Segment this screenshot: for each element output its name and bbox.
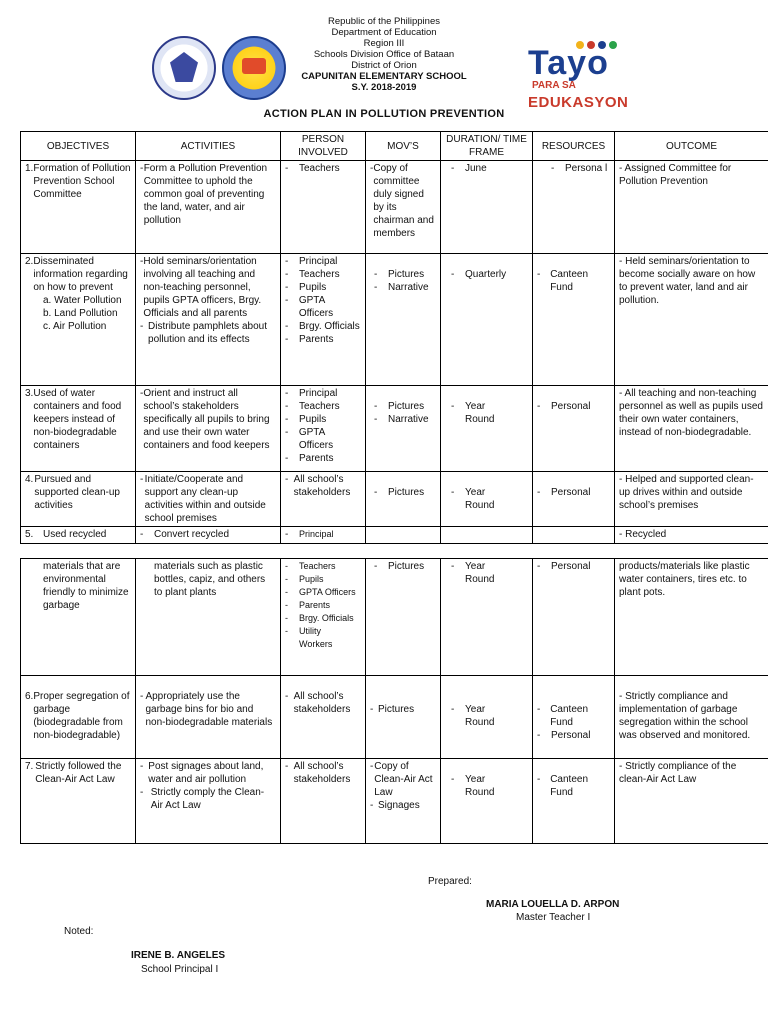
objective-cell	[21, 254, 136, 386]
preparer-title: Master Teacher I	[516, 912, 591, 923]
person-text: Pupils	[299, 282, 327, 293]
row-number: 7.	[25, 761, 34, 772]
activities-cell	[136, 559, 281, 676]
person-text: GPTA Officers	[298, 295, 334, 319]
objective-cell	[21, 161, 136, 254]
letterhead-line: Schools Division Office of Bataan	[313, 49, 455, 60]
row-number: 2.	[25, 256, 34, 267]
mov-text: Pictures	[388, 269, 425, 280]
person-text: GPTA Officers	[298, 427, 334, 451]
row-number: 1.	[25, 163, 34, 174]
person-text: All school’s stakeholders	[293, 761, 351, 785]
outcome-cell: products/materials like plastic water containers, tires etc. to plant pots.	[615, 559, 768, 676]
resources-cell: - Persona l	[533, 161, 615, 254]
table-row	[21, 559, 768, 676]
duration-text: Year Round	[465, 704, 495, 728]
objective-text: Proper segregation of garbage (biodegradable from non-biodegradable)	[33, 691, 130, 741]
movs-cell: - Pictures - Narrative	[366, 254, 441, 386]
outcome-cell: - Assigned Committee for Pollution Prevention	[615, 161, 768, 254]
duration-cell: - Year Round	[441, 472, 533, 527]
noted-label: Noted:	[64, 926, 94, 937]
person-text: Pupils	[299, 414, 327, 425]
duration-text: Year Round	[465, 401, 495, 425]
activity-text: Initiate/Cooperate and support any clean-up activities within and outside school premises	[144, 474, 266, 524]
row-number: 6.	[25, 691, 34, 702]
letterhead-line: District of Orion	[351, 60, 417, 71]
objective-cell	[21, 559, 136, 676]
duration-text: Year Round	[465, 561, 495, 585]
prepared-label: Prepared:	[428, 876, 472, 887]
resource-text: Personal	[551, 487, 591, 498]
principal-name: IRENE B. ANGELES	[131, 950, 226, 961]
sub-item: b. Land Pollution	[43, 308, 118, 319]
activities-cell: - Hold seminars/orientation involving all teaching and non-teaching personnel, pupils GPTA officers, Brgy. Officials and all parents - Distribute pamphlets about pollution and its effects	[136, 254, 281, 386]
duration-cell: - Quarterly	[441, 254, 533, 386]
school-name: CAPUNITAN ELEMENTARY SCHOOL	[301, 71, 467, 82]
table-header-row	[21, 132, 768, 161]
outcome-cell	[615, 676, 768, 759]
persons-cell: - Teachers	[281, 161, 366, 254]
column-header: MOV’S	[366, 132, 441, 161]
table-row	[21, 472, 768, 527]
duration-cell: - Year Round	[441, 676, 533, 759]
duration-cell: - Year Round	[441, 559, 533, 676]
persons-cell: - All school’s stakeholders	[281, 472, 366, 527]
person-text: Principal	[299, 529, 334, 539]
resource-text: Canteen Fund	[550, 269, 589, 293]
duration-text: June	[465, 163, 487, 174]
objective-text: Used of water containers and food keepers instead of non-biodegradable containers	[33, 388, 122, 451]
movs-cell: - Copy of Clean-Air Act Law - Signages	[366, 759, 441, 844]
persons-cell: - Principal	[281, 527, 366, 544]
preparer-name: MARIA LOUELLA D. ARPON	[486, 899, 620, 910]
mov-text: Narrative	[388, 414, 429, 425]
letterhead-line: Republic of the Philippines	[328, 16, 440, 27]
mov-text: Pictures	[388, 487, 425, 498]
school-year: S.Y. 2018-2019	[351, 82, 417, 93]
activities-cell: - Convert recycled	[136, 527, 281, 544]
duration-cell	[441, 527, 533, 544]
activity-text: Orient and instruct all school’s stakeholders specifically all pupils to bring and use their own water containers and food keepers	[143, 388, 270, 451]
table-row	[21, 759, 768, 844]
person-text: Brgy. Officials	[299, 321, 360, 332]
persons-cell: - Principal - Teachers - Pupils - GPTA Officers - Parents	[281, 386, 366, 472]
column-header: PERSON INVOLVED	[281, 132, 366, 161]
table-row	[21, 161, 768, 254]
row-number: 5.	[25, 529, 34, 540]
school-seal-logo	[222, 36, 286, 100]
objective-text: Strictly followed the Clean-Air Act Law	[35, 761, 122, 785]
objective-cell	[21, 472, 136, 527]
objective-text: materials that are environmental friendly to minimize garbage	[43, 561, 129, 611]
table-row	[21, 254, 768, 386]
person-text: Parents	[299, 334, 334, 345]
person-text: Teachers	[299, 401, 340, 412]
letterhead-line: Region III	[363, 38, 405, 49]
column-header: OBJECTIVES	[21, 132, 136, 161]
logo-para: PARA SA	[532, 80, 576, 91]
resource-text: Canteen Fund	[550, 774, 589, 798]
duration-cell: - June	[441, 161, 533, 254]
movs-cell: - Pictures	[366, 559, 441, 676]
mov-text: Pictures	[378, 704, 415, 715]
mov-text: Copy of Clean-Air Act Law	[374, 761, 433, 798]
movs-cell	[366, 527, 441, 544]
person-text: Brgy. Officials	[299, 613, 354, 623]
row-number: 3.	[25, 388, 34, 399]
sub-item: c. Air Pollution	[43, 321, 107, 332]
row-number: 4.	[25, 474, 34, 485]
person-text: Pupils	[299, 574, 324, 584]
activity-text: Form a Pollution Prevention Committee to uphold the common goal of preventing the land, water, and air pollution	[143, 163, 268, 226]
activity-text: Distribute pamphlets about pollution and its effects	[148, 321, 267, 345]
table-row	[21, 386, 768, 472]
activities-cell: - Appropriately use the garbage bins for bio and non-biodegradable materials	[136, 676, 281, 759]
duration-text: Year Round	[465, 487, 495, 511]
activities-cell: - Orient and instruct all school’s stakeholders specifically all pupils to bring and use their own water containers and food keepers	[136, 386, 281, 472]
resources-cell: - Canteen Fund	[533, 254, 615, 386]
outcome-cell: - Helped and supported clean-up drives within and outside school’s premises	[615, 472, 768, 527]
objective-text: Disseminated information regarding on how to prevent	[33, 256, 128, 293]
outcome-text: - Strictly compliance and implementation of garbage segregation within the school was observed and monitored.	[619, 691, 751, 741]
objective-cell	[21, 676, 136, 759]
activity-text: Strictly comply the Clean-Air Act Law	[150, 787, 265, 811]
activities-cell: - Form a Pollution Prevention Committee to uphold the common goal of preventing the land, water, and air pollution	[136, 161, 281, 254]
table-row	[21, 676, 768, 759]
duration-cell: - Year Round	[441, 386, 533, 472]
resource-text: Personal	[551, 561, 591, 572]
action-plan-table	[20, 131, 768, 544]
person-text: Utility Workers	[299, 626, 333, 649]
person-text: Teachers	[299, 163, 340, 174]
activities-cell: - Post signages about land, water and air pollution - Strictly comply the Clean-Air Act Law	[136, 759, 281, 844]
duration-text: Quarterly	[465, 269, 507, 280]
person-text: Parents	[299, 453, 334, 464]
column-header: DURATION/ TIME FRAME	[441, 132, 533, 161]
activity-text: Hold seminars/orientation involving all teaching and non-teaching personnel, pupils GPTA officers, Brgy. Officials and all parents	[143, 256, 262, 319]
person-text: All school’s stakeholders	[293, 474, 351, 498]
movs-cell: - Pictures	[366, 472, 441, 527]
outcome-cell: - All teaching and non-teaching personnel as well as pupils used their own water containers, instead of non-biodegradable.	[615, 386, 768, 472]
objective-text: Pursued and supported clean-up activities	[34, 474, 120, 511]
document-title: ACTION PLAN IN POLLUTION PREVENTION	[263, 108, 505, 120]
duration-cell: - Year Round	[441, 759, 533, 844]
persons-cell: - Principal - Teachers - Pupils - GPTA Officers - Brgy. Officials - Parents	[281, 254, 366, 386]
deped-seal-logo	[152, 36, 216, 100]
logo-edu: EDUKASYON	[528, 94, 629, 111]
logo-word: Tayo	[528, 44, 609, 82]
mov-text: Copy of committee duly signed by its chairman and members	[373, 163, 434, 239]
person-text: Principal	[299, 388, 338, 399]
mov-text: Narrative	[388, 282, 429, 293]
person-text: Principal	[299, 256, 338, 267]
person-text: GPTA Officers	[299, 587, 356, 597]
objective-cell	[21, 527, 136, 544]
mov-text: Pictures	[388, 561, 425, 572]
activities-cell: - Initiate/Cooperate and support any clean-up activities within and outside school premises	[136, 472, 281, 527]
resource-text: Personal	[551, 401, 591, 412]
outcome-cell: - Strictly compliance of the clean-Air Act Law	[615, 759, 768, 844]
outcome-cell: - Held seminars/orientation to become socially aware on how to prevent water, land and air pollution.	[615, 254, 768, 386]
column-header: RESOURCES	[533, 132, 615, 161]
tayo-para-sa-edukasyon-logo	[528, 34, 638, 111]
movs-cell: - Pictures	[366, 676, 441, 759]
sub-item: a. Water Pollution	[43, 295, 122, 306]
person-text: Teachers	[299, 269, 340, 280]
principal-title: School Principal I	[141, 964, 219, 975]
person-text: Parents	[299, 600, 331, 610]
resource-text: Canteen Fund	[550, 704, 589, 728]
persons-cell: - All school’s stakeholders	[281, 676, 366, 759]
person-text: All school’s stakeholders	[293, 691, 351, 715]
person-text: Teachers	[299, 561, 336, 571]
outcome-cell: - Recycled	[615, 527, 768, 544]
duration-text: Year Round	[465, 774, 495, 798]
resource-text: Personal	[551, 730, 591, 741]
activity-text: materials such as plastic bottles, capiz, and others to plant plants	[154, 561, 266, 598]
action-plan-table-continued	[20, 558, 768, 844]
column-header: OUTCOME	[615, 132, 768, 161]
movs-cell: - Pictures - Narrative	[366, 386, 441, 472]
resources-cell	[533, 527, 615, 544]
activity-text: Post signages about land, water and air pollution	[148, 761, 264, 785]
activity-text: Appropriately use the garbage bins for bio and non-biodegradable materials	[145, 691, 273, 728]
objective-cell	[21, 386, 136, 472]
activity-text: Convert recycled	[154, 529, 230, 540]
table-row	[21, 527, 768, 544]
persons-cell: - All school’s stakeholders	[281, 759, 366, 844]
resources-cell: - Personal	[533, 559, 615, 676]
movs-cell: - Copy of committee duly signed by its chairman and members	[366, 161, 441, 254]
objective-text: Formation of Pollution Prevention School Committee	[33, 163, 131, 200]
letterhead-line: Department of Education	[331, 27, 437, 38]
mov-text: Signages	[378, 800, 420, 811]
resources-cell: - Canteen Fund	[533, 759, 615, 844]
objective-cell	[21, 759, 136, 844]
persons-cell: - Teachers - Pupils - GPTA Officers - Parents - Brgy. Officials - Utility Workers	[281, 559, 366, 676]
objective-text: Used recycled	[43, 529, 107, 540]
resources-cell: - Personal	[533, 386, 615, 472]
column-header: ACTIVITIES	[136, 132, 281, 161]
resources-cell: - Canteen Fund - Personal	[533, 676, 615, 759]
letterhead	[0, 16, 768, 93]
mov-text: Pictures	[388, 401, 425, 412]
resources-cell: - Personal	[533, 472, 615, 527]
resource-text: Persona l	[565, 163, 608, 174]
